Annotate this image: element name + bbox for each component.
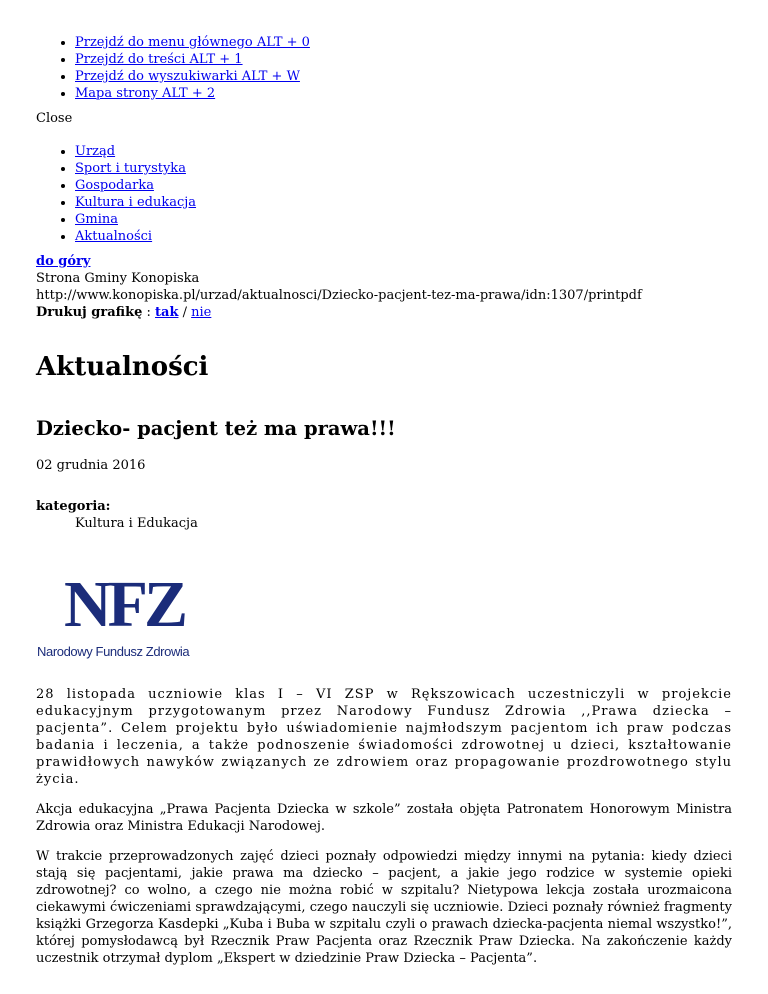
nfz-logo-graphic — [36, 552, 196, 660]
site-name: Strona Gminy Konopiska — [36, 271, 200, 286]
nfz-logo — [36, 552, 196, 660]
print-graphics-separator: : — [142, 305, 156, 320]
category-label: kategoria: — [36, 499, 111, 514]
menu-item-sport[interactable]: Sport i turystyka — [75, 161, 186, 176]
skip-link-item — [75, 85, 732, 102]
article-title: Dziecko- pacjent też ma prawa!!! — [36, 417, 396, 440]
nfz-logo-caption: Narodowy Fundusz Zdrowia — [37, 644, 190, 659]
menu-item-kultura[interactable]: Kultura i edukacja — [75, 195, 197, 210]
menu-item — [75, 228, 732, 245]
back-to-top-link[interactable]: do góry — [36, 254, 91, 269]
print-graphics-separator: / — [178, 305, 192, 320]
main-menu — [36, 143, 732, 245]
menu-item-gmina[interactable]: Gmina — [75, 212, 118, 227]
skip-to-content-link[interactable]: Przejdź do treści ALT + 1 — [75, 52, 243, 67]
menu-item-aktualnosci[interactable]: Aktualności — [75, 229, 153, 244]
menu-item-gospodarka[interactable]: Gospodarka — [75, 178, 154, 193]
print-graphics-label: Drukuj grafikę — [36, 305, 143, 320]
skip-link-item — [75, 51, 732, 68]
article-date: 02 grudnia 2016 — [36, 458, 146, 473]
print-graphics-no-link[interactable]: nie — [191, 305, 212, 320]
menu-item — [75, 211, 732, 228]
category-value: Kultura i Edukacja — [75, 516, 198, 531]
menu-item — [75, 177, 732, 194]
print-graphics-yes-link[interactable]: tak — [155, 305, 179, 320]
skip-links — [36, 34, 732, 102]
menu-item — [75, 194, 732, 211]
skip-link-item — [75, 34, 732, 51]
menu-item — [75, 160, 732, 177]
close-label[interactable]: Close — [36, 111, 73, 126]
skip-to-search-link[interactable]: Przejdź do wyszukiwarki ALT + W — [75, 69, 300, 84]
skip-to-menu-link[interactable]: Przejdź do menu głównego ALT + 0 — [75, 35, 310, 50]
menu-item — [75, 143, 732, 160]
print-graphics-row — [36, 304, 732, 321]
section-title: Aktualności — [36, 352, 209, 382]
sitemap-link[interactable]: Mapa strony ALT + 2 — [75, 86, 216, 101]
article-category — [36, 498, 732, 532]
article-paragraph: Akcja edukacyjna „Prawa Pacjenta Dziecka w szkole” została objęta Patronatem Honorowym Ministra Zdrowia oraz Ministra Edukacji Narodowej. — [36, 802, 732, 834]
article-paragraph: W trakcie przeprowadzonych zajęć dzieci poznały odpowiedzi między innymi na pytania: kiedy dzieci stają się pacjentami, jakie prawa ma dziecko – pacjent, a jakie jego rodzice w systemie opieki zdrowotnej? co wolno, a czego nie można robić w szpitalu? Nietypowa lekcja została urozmaicona ciekawymi ćwiczeniami sprawdzającymi, czego nauczyli się uczniowie. Dzieci poznały również fragmenty książki Grzegorza Kasdepki „Kuba i Buba w szpitalu czyli o prawach dziecka-pacjenta niemal wszystko!”, której pomysłodawcą był Rzecznik Praw Pacjenta oraz Rzecznik Praw Dziecka. Na zakończenie każdy uczestnik otrzymał dyplom „Ekspert w dziedzinie Praw Dziecka – Pacjenta”. — [36, 849, 732, 966]
menu-item-urzad[interactable]: Urząd — [75, 144, 116, 159]
page-url: http://www.konopiska.pl/urzad/aktualnosci/Dziecko-pacjent-tez-ma-prawa/idn:1307/printpdf — [36, 288, 642, 303]
skip-link-item — [75, 68, 732, 85]
top-row — [36, 253, 732, 270]
article-paragraph: 28 listopada uczniowie klas I – VI ZSP w Rększowicach uczestniczyli w projekcie edukacyjnym przygotowanym przez Narodowy Fundusz Zdrowia ,,Prawa dziecka – pacjenta”. Celem projektu było uświadomienie najmłodszym pacjentom ich praw podczas badania i leczenia, a także podnoszenie świadomości zdrowotnej u dzieci, kształtowanie prawidłowych nawyków związanych ze zdrowiem oraz propagowanie prozdrowotnego stylu życia. — [36, 687, 732, 787]
nfz-logo-letters: NFZ — [64, 568, 184, 641]
